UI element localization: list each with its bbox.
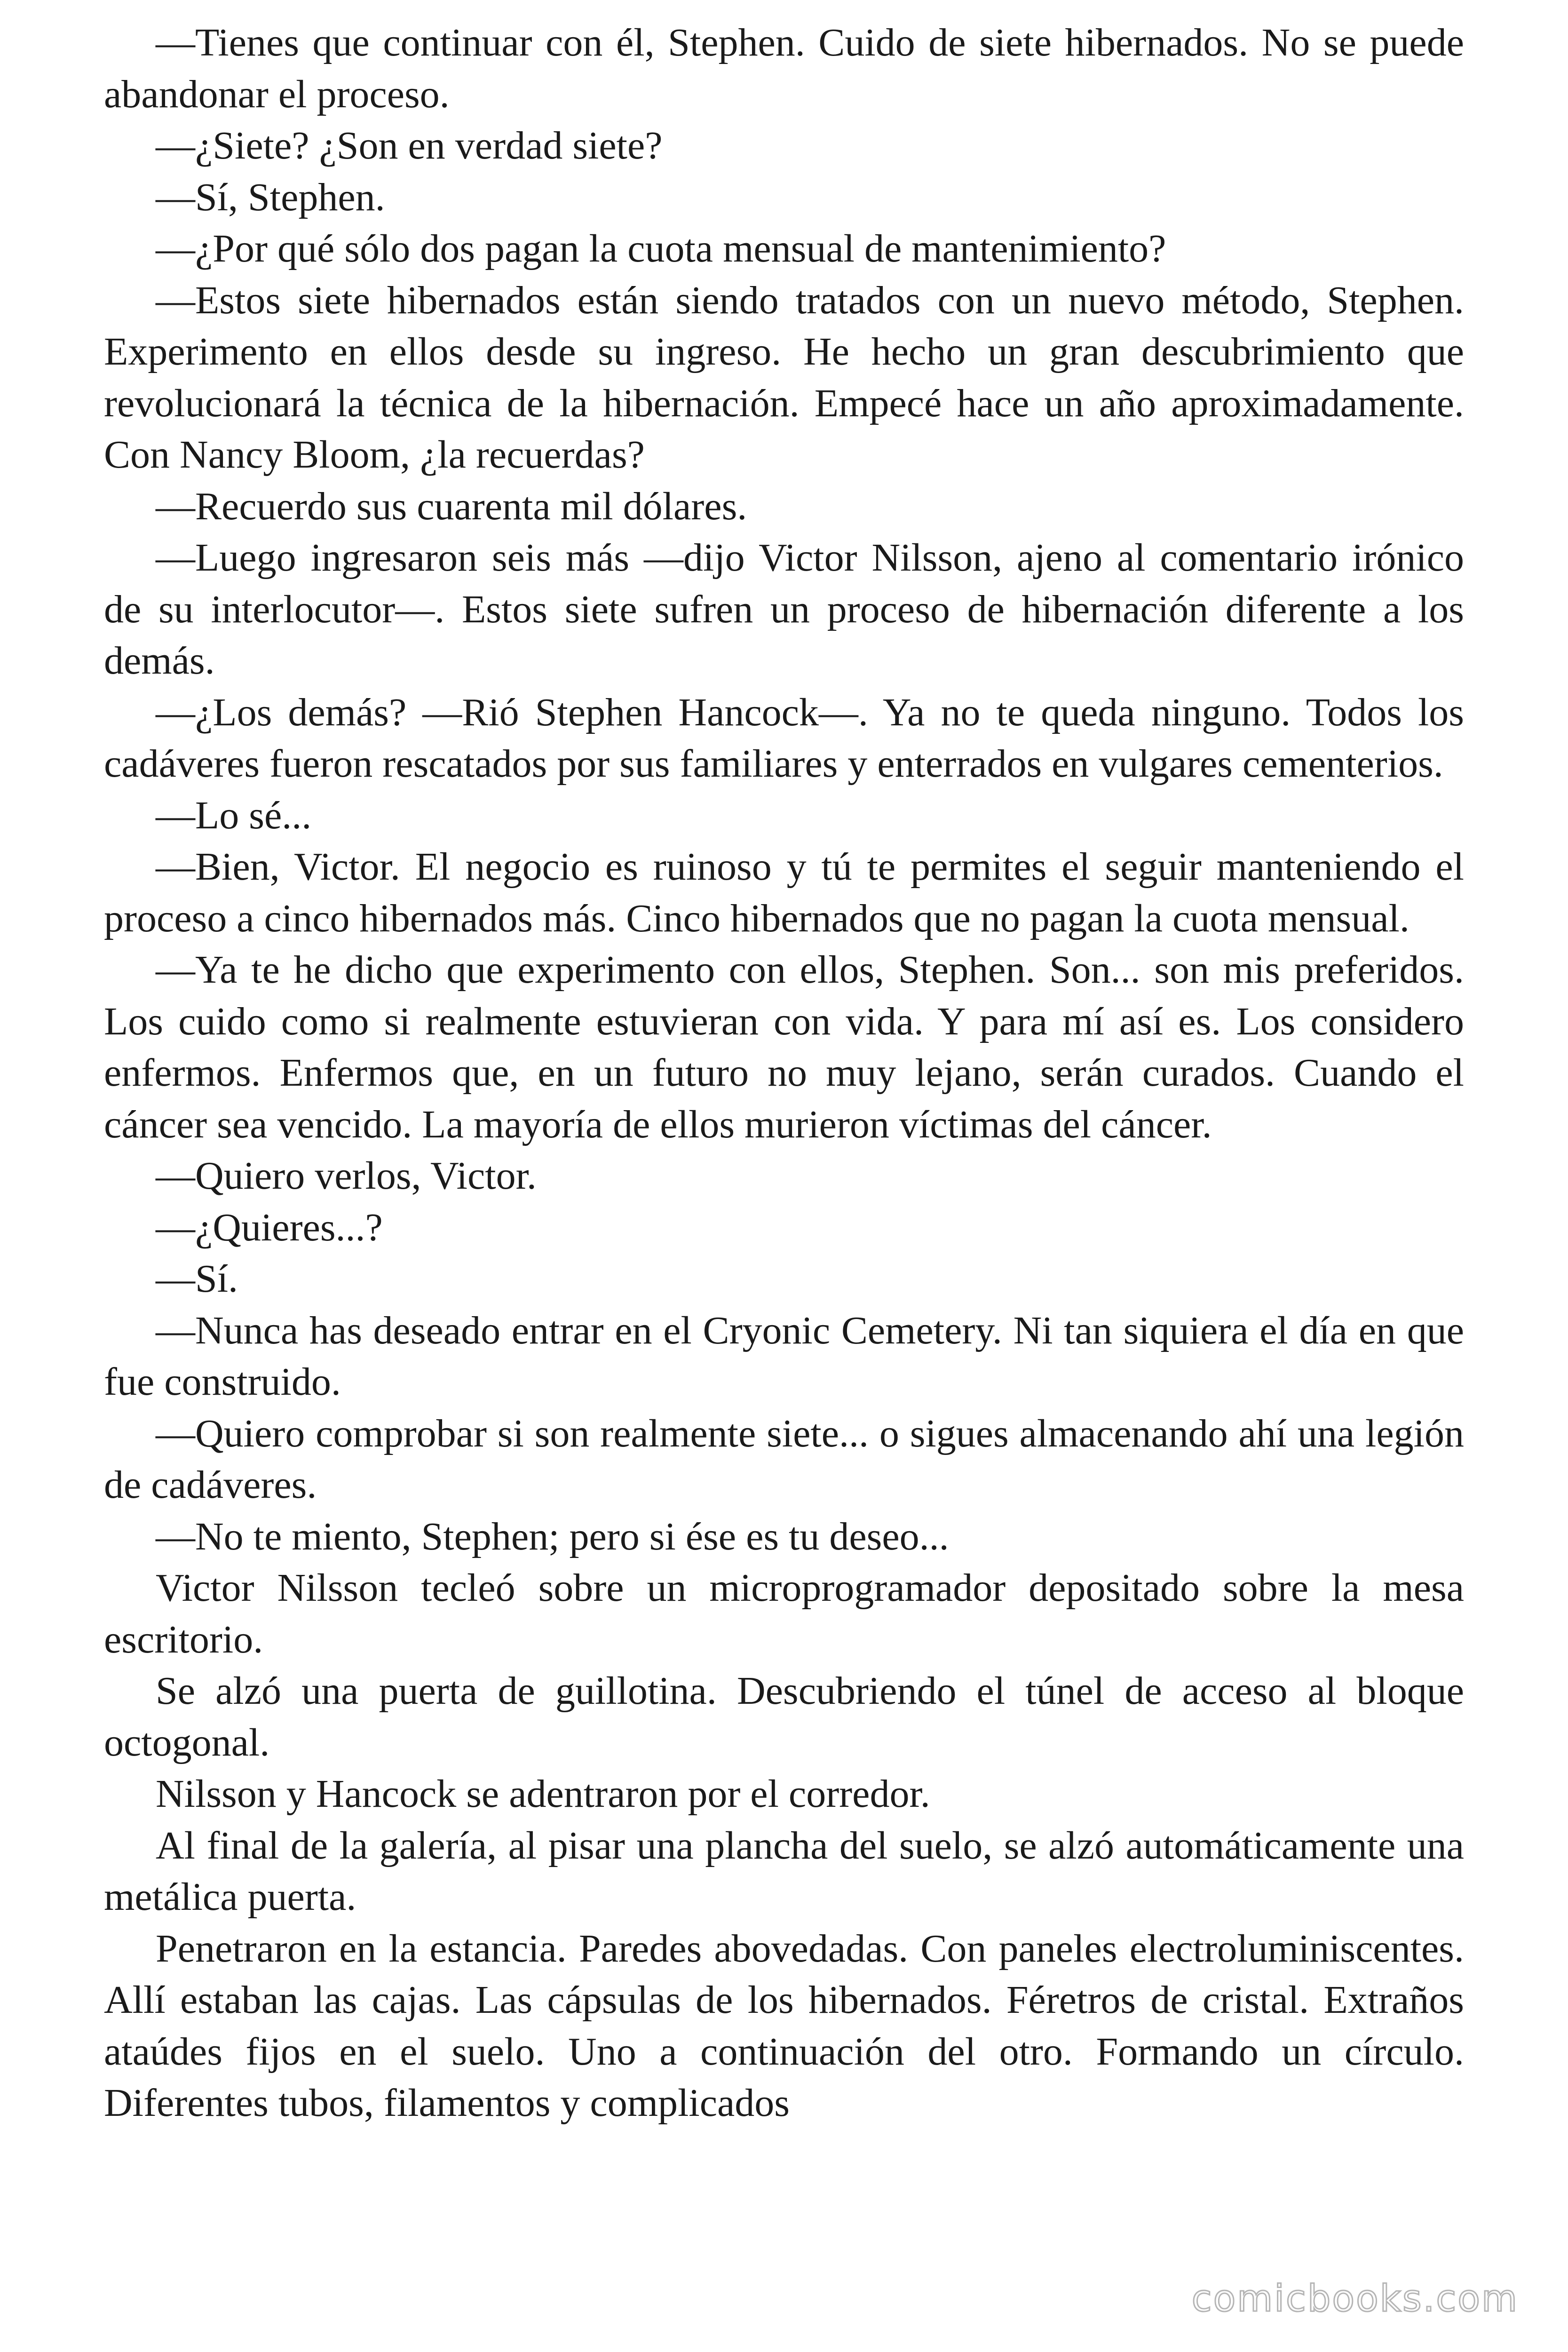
paragraph: —Quiero verlos, Victor. bbox=[156, 1154, 537, 1198]
paragraph: —Ya te he dicho que experimento con ellos, Stephen. Son... son mis preferidos. Los cuido como si realmente estuvieran con vida. Y para mí así es. Los considero enfermos. Enfermos que, en un futuro no muy lejano, serán curados. Cuando el cáncer sea vencido. La mayoría de ellos murieron víctimas del cáncer. bbox=[104, 948, 1464, 1146]
paragraph: —No te miento, Stephen; pero si ése es tu deseo... bbox=[156, 1514, 949, 1558]
paragraph: —Lo sé... bbox=[156, 793, 312, 837]
paragraph: —¿Los demás? —Rió Stephen Hancock—. Ya no te queda ninguno. Todos los cadáveres fueron rescatados por sus familiares y enterrados en vulgares cementerios. bbox=[104, 690, 1464, 786]
paragraph: Victor Nilsson tecleó sobre un microprogramador depositado sobre la mesa escritorio. bbox=[104, 1566, 1464, 1661]
book-page bbox=[104, 17, 1464, 2322]
paragraph: —Tienes que continuar con él, Stephen. Cuido de siete hibernados. No se puede abandonar el proceso. bbox=[104, 21, 1464, 116]
paragraph: —Sí. bbox=[156, 1257, 238, 1301]
paragraph: —Nunca has deseado entrar en el Cryonic Cemetery. Ni tan siquiera el día en que fue construido. bbox=[104, 1308, 1464, 1404]
paragraph: —¿Quieres...? bbox=[156, 1205, 383, 1249]
paragraph: Nilsson y Hancock se adentraron por el corredor. bbox=[156, 1772, 930, 1816]
paragraph: —¿Siete? ¿Son en verdad siete? bbox=[156, 124, 663, 167]
paragraph: Penetraron en la estancia. Paredes abovedadas. Con paneles electroluminiscentes. Allí estaban las cajas. Las cápsulas de los hibernados. Féretros de cristal. Extraños ataúdes fijos en el suelo. Uno a continuación del otro. Formando un círculo. Diferentes tubos, filamentos y complicados bbox=[104, 1926, 1464, 2125]
paragraph: Al final de la galería, al pisar una plancha del suelo, se alzó automáticamente una metálica puerta. bbox=[104, 1823, 1464, 1919]
paragraph: —Bien, Victor. El negocio es ruinoso y tú te permites el seguir manteniendo el proceso a cinco hibernados más. Cinco hibernados que no pagan la cuota mensual. bbox=[104, 845, 1464, 940]
paragraph: Se alzó una puerta de guillotina. Descubriendo el túnel de acceso al bloque octogonal. bbox=[104, 1669, 1464, 1764]
paragraph: —¿Por qué sólo dos pagan la cuota mensual de mantenimiento? bbox=[156, 227, 1166, 270]
paragraph: —Recuerdo sus cuarenta mil dólares. bbox=[156, 484, 747, 528]
paragraph: —Estos siete hibernados están siendo tratados con un nuevo método, Stephen. Experimento en ellos desde su ingreso. He hecho un gran descubrimiento que revolucionará la técnica de la hibernación. Empecé hace un año aproximadamente. Con Nancy Bloom, ¿la recuerdas? bbox=[104, 278, 1464, 477]
paragraph: —Sí, Stephen. bbox=[156, 175, 385, 219]
paragraph: —Luego ingresaron seis más —dijo Victor Nilsson, ajeno al comentario irónico de su interlocutor—. Estos siete sufren un proceso de hibernación diferente a los demás. bbox=[104, 536, 1464, 683]
paragraph: —Quiero comprobar si son realmente siete... o sigues almacenando ahí una legión de cadáveres. bbox=[104, 1411, 1464, 1507]
watermark: comicbooks.com bbox=[1191, 2278, 1519, 2320]
